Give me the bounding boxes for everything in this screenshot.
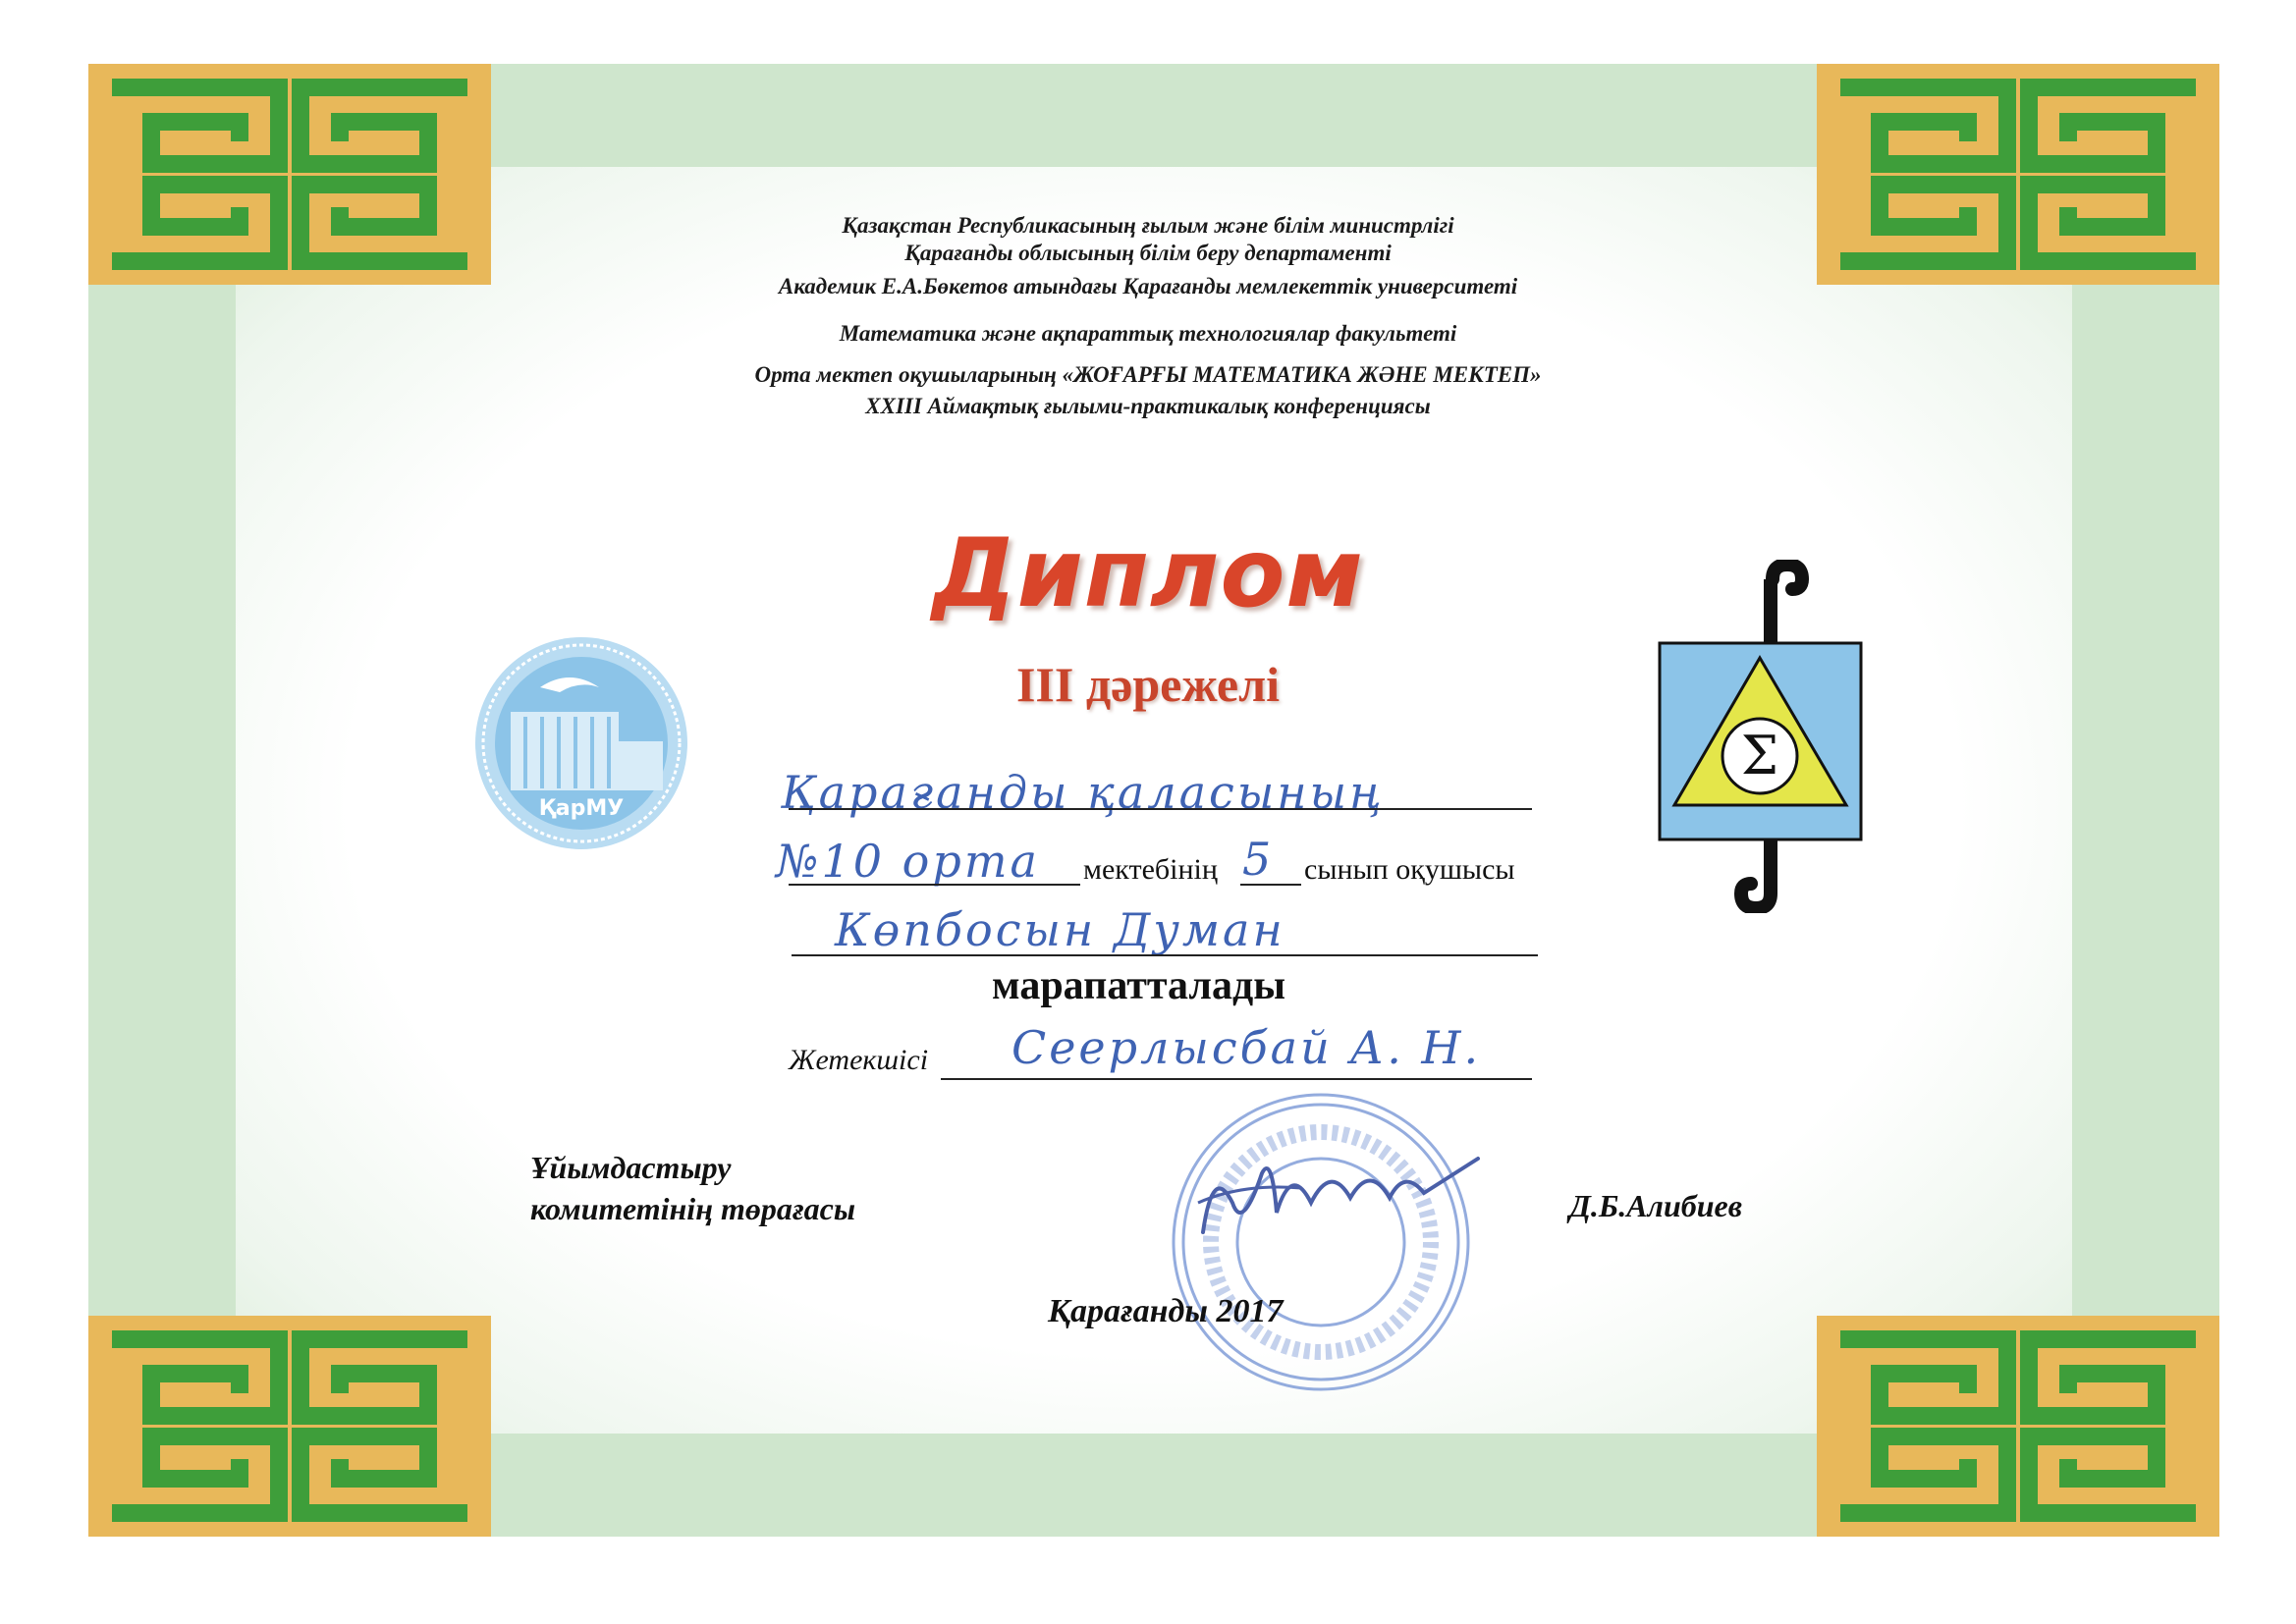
chair-title-line2: комитетінің төрағасы bbox=[530, 1191, 856, 1226]
sigma-symbol: Σ bbox=[1740, 725, 1779, 786]
grade-handwritten: 5 bbox=[1242, 833, 1275, 886]
header-ministry: Қазақстан Республикасының ғылым және білім министрлігі bbox=[842, 213, 1454, 238]
grade-label: сынып оқушысы bbox=[1304, 853, 1515, 886]
chair-name: Д.Б.Алибиев bbox=[1569, 1188, 1743, 1223]
faculty-logo bbox=[1655, 560, 1871, 913]
place-and-year: Қарағанды 2017 bbox=[1048, 1293, 1284, 1329]
diploma-degree: III дәрежелі bbox=[1015, 657, 1281, 712]
grade-underline bbox=[1240, 884, 1301, 886]
university-logo-text: ҚарМУ bbox=[538, 796, 625, 821]
university-logo bbox=[471, 633, 692, 854]
chair-signature bbox=[1183, 1144, 1498, 1252]
diploma-title: Диплом bbox=[932, 518, 1364, 628]
city-handwritten: Қарағанды қаласының bbox=[781, 766, 1385, 819]
supervisor-underline bbox=[941, 1078, 1532, 1080]
chair-title bbox=[530, 1147, 855, 1229]
header-university: Академик Е.А.Бөкетов атындағы Қарағанды мемлекеттік университеті bbox=[778, 274, 1518, 298]
school-label: мектебінің bbox=[1083, 853, 1218, 886]
supervisor-label: Жетекшісі bbox=[789, 1044, 929, 1076]
school-handwritten: №10 орта bbox=[776, 835, 1040, 888]
header-faculty: Математика және ақпараттық технологиялар факультеті bbox=[839, 321, 1457, 346]
student-name-underline bbox=[792, 954, 1538, 956]
awarded-text: марапатталады bbox=[992, 963, 1285, 1008]
header-conference: XXIII Аймақтық ғылыми-практикалық конференциясы bbox=[865, 394, 1431, 418]
chair-title-line1: Ұйымдастыру bbox=[530, 1150, 732, 1185]
student-name-handwritten: Көпбосын Думан bbox=[835, 903, 1285, 956]
school-underline bbox=[789, 884, 1080, 886]
header-department: Қарағанды облысының білім беру департаменті bbox=[904, 241, 1392, 265]
corner-ornament-bottom-right bbox=[1817, 1316, 2219, 1537]
corner-ornament-bottom-left bbox=[88, 1316, 491, 1537]
header-event: Орта мектеп оқушыларының «ЖОҒАРҒЫ МАТЕМАТИКА ЖӘНЕ МЕКТЕП» bbox=[754, 362, 1542, 387]
supervisor-handwritten: Сеерлысбай А. Н. bbox=[1011, 1021, 1482, 1074]
city-underline bbox=[789, 808, 1532, 810]
